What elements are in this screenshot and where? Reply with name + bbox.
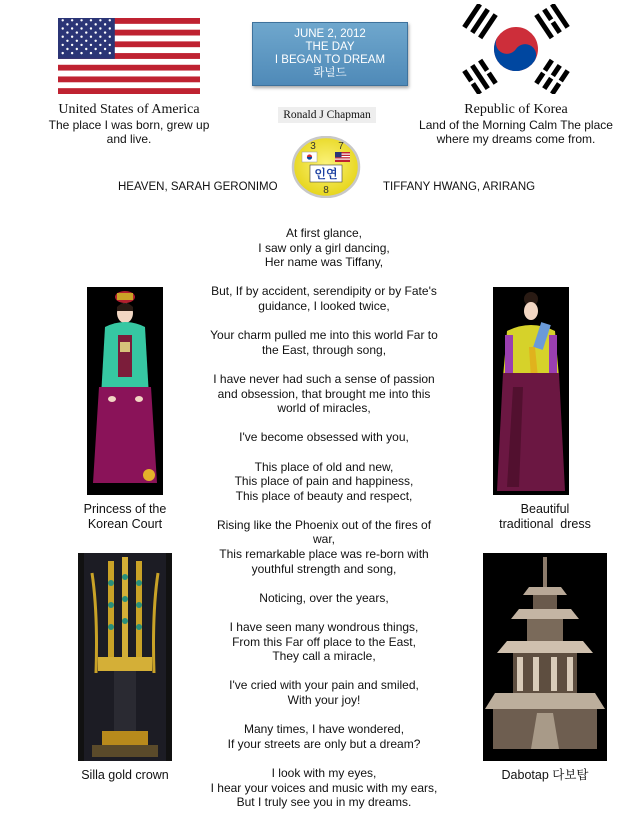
dabotap-pagoda-photo [483,553,607,761]
princess-caption-line: Princess of the [83,502,167,516]
poem-line: the East, through song, [261,342,387,357]
us-flag-star [104,48,106,50]
us-flag-star [104,31,106,33]
us-flag-star [76,40,78,42]
korea-flag-icon [456,4,576,94]
us-flag-star [71,44,73,46]
date-badge [252,22,408,86]
us-flag-star [104,40,106,42]
princess-doll-photo [87,287,163,495]
us-flag-star [80,19,82,21]
us-flag-star [76,23,78,25]
us-flag-star [80,27,82,29]
us-flag-star [85,48,87,50]
crown-caption: Silla gold crown [81,768,169,782]
us-flag-star [71,35,73,37]
us-flag-star [80,52,82,54]
us-flag-star [62,27,64,29]
us-flag-star [62,44,64,46]
poem-stanza [190,328,458,357]
badge-word: 인연 [314,167,338,181]
poem-line: This place of beauty and respect, [235,488,413,503]
us-flag-star [90,52,92,54]
us-flag-star [99,27,101,29]
poem-line: and obsession, that brought me into this [217,386,431,401]
korea-description: Land of the Morning Calm The place where my dreams come from. [419,118,613,146]
poem-stanza [190,372,458,416]
us-flag-star [85,40,87,42]
poem-stanza [190,722,458,751]
poem-line: But, If by accident, serendipity or by Fate's [211,284,437,299]
poem-line: guidance, I looked twice, [258,298,390,313]
badge-number-7: 7 [338,141,344,152]
us-flag-star [94,48,96,50]
mini-korea-flag-icon [302,152,317,162]
us-flag-star [90,35,92,37]
us-flag-star [109,19,111,21]
poem-stanza [190,591,458,606]
us-flag-star [99,44,101,46]
poem-stanza [190,460,458,504]
date-badge-line: I BEGAN TO DREAM [274,54,386,66]
us-flag-star [71,19,73,21]
poem-line: I look with my eyes, [271,765,377,780]
us-flag-star [104,23,106,25]
traditional-dress-doll-photo [493,287,569,495]
poem-line: But I truly see you in my dreams. [236,795,412,810]
us-flag-star [71,52,73,54]
us-flag-star [99,52,101,54]
us-flag-star [94,40,96,42]
us-flag-star [85,31,87,33]
poem-line: I saw only a girl dancing, [258,240,390,255]
poem-line: I have seen many wondrous things, [229,620,419,635]
poem-line: I've cried with your pain and smiled, [229,678,419,693]
poem-line: At first glance, [285,226,363,240]
us-flag-star [90,27,92,29]
us-flag-star [80,35,82,37]
date-badge-line: THE DAY [305,41,355,53]
us-flag-star [71,27,73,29]
silla-gold-crown-photo [78,553,172,761]
poem-stanza [190,766,458,810]
poem-line: I have never had such a sense of passion [213,371,435,386]
dress-caption [484,502,606,532]
us-flag-star [94,31,96,33]
mini-us-flag-icon [335,152,350,162]
us-flag-star [109,35,111,37]
us-caption [40,102,218,146]
us-flag-star [66,40,68,42]
poem-line: Noticing, over the years, [259,590,389,605]
us-flag-star [109,52,111,54]
dress-caption-line: Beautiful [520,502,570,516]
us-flag-star [109,27,111,29]
us-flag-star [76,48,78,50]
us-flag-star [80,44,82,46]
poem-line: If your streets are only but a dream? [227,736,421,751]
poem-line: This place of pain and happiness, [234,474,414,489]
us-flag-stripe [58,76,200,82]
princess-caption [64,502,186,532]
us-title: United States of America [58,102,200,117]
us-flag-stripe [58,88,200,94]
poem-line: I hear your voices and music with my ears, [210,780,438,795]
us-flag-star [66,48,68,50]
us-flag-stripe [58,59,200,65]
us-flag-star [66,31,68,33]
princess-caption-line: Korean Court [87,517,163,531]
us-flag-star [62,52,64,54]
poem-line: Many times, I have wondered, [243,722,405,737]
poem-line: Rising like the Phoenix out of the fires of [216,517,432,532]
poem-line: war, [312,532,335,547]
poem-stanza [190,284,458,313]
dedication-right: TIFFANY HWANG, ARIRANG [383,181,536,193]
poem-stanza [190,430,458,445]
poem-line: Your charm pulled me into this world Far to [210,328,438,343]
poem-stanza [190,226,458,270]
poem-stanza [190,678,458,707]
poem-line: They call a miracle, [272,649,376,664]
poem-stanza [190,620,458,664]
poem-line: This remarkable place was re-born with [219,547,429,562]
poem-stanza [190,518,458,576]
date-badge-line: JUNE 2, 2012 [294,28,366,40]
us-flag-star [62,35,64,37]
dedication-left: HEAVEN, SARAH GERONIMO [118,181,278,193]
us-flag-star [76,31,78,33]
korea-title: Republic of Korea [464,102,568,117]
poem-line: I've become obsessed with you, [239,430,409,445]
badge-number-3: 3 [310,141,316,152]
us-flag-star [90,19,92,21]
date-badge-line: 롸널드 [313,67,347,79]
dabotap-caption: Dabotap 다보탑 [501,768,589,782]
us-flag-star [99,19,101,21]
inyeon-badge [291,136,361,198]
us-flag-star [66,23,68,25]
badge-number-8: 8 [323,185,329,196]
us-description: The place I was born, grew up and live. [48,118,210,146]
us-flag-star [94,23,96,25]
us-flag-star [90,44,92,46]
us-flag-star [99,35,101,37]
korea-caption [418,102,614,146]
us-flag-icon [58,18,200,94]
poem-line: Her name was Tiffany, [264,255,384,270]
us-flag-stripe [58,71,200,77]
us-flag-star [62,19,64,21]
us-flag-stripe [58,65,200,71]
us-flag-star [109,44,111,46]
poem [190,226,458,824]
poem-line: youthful strength and song, [251,561,397,576]
poem-line: With your joy! [287,693,361,707]
poem-line: This place of old and new, [254,459,394,474]
poem-line: world of miracles, [277,401,371,416]
us-flag-stripe [58,82,200,88]
us-flag-star [85,23,87,25]
dress-caption-line: traditional dress [499,517,591,531]
poem-line: From this Far off place to the East, [232,634,416,649]
author-name: Ronald J Chapman [278,107,376,123]
